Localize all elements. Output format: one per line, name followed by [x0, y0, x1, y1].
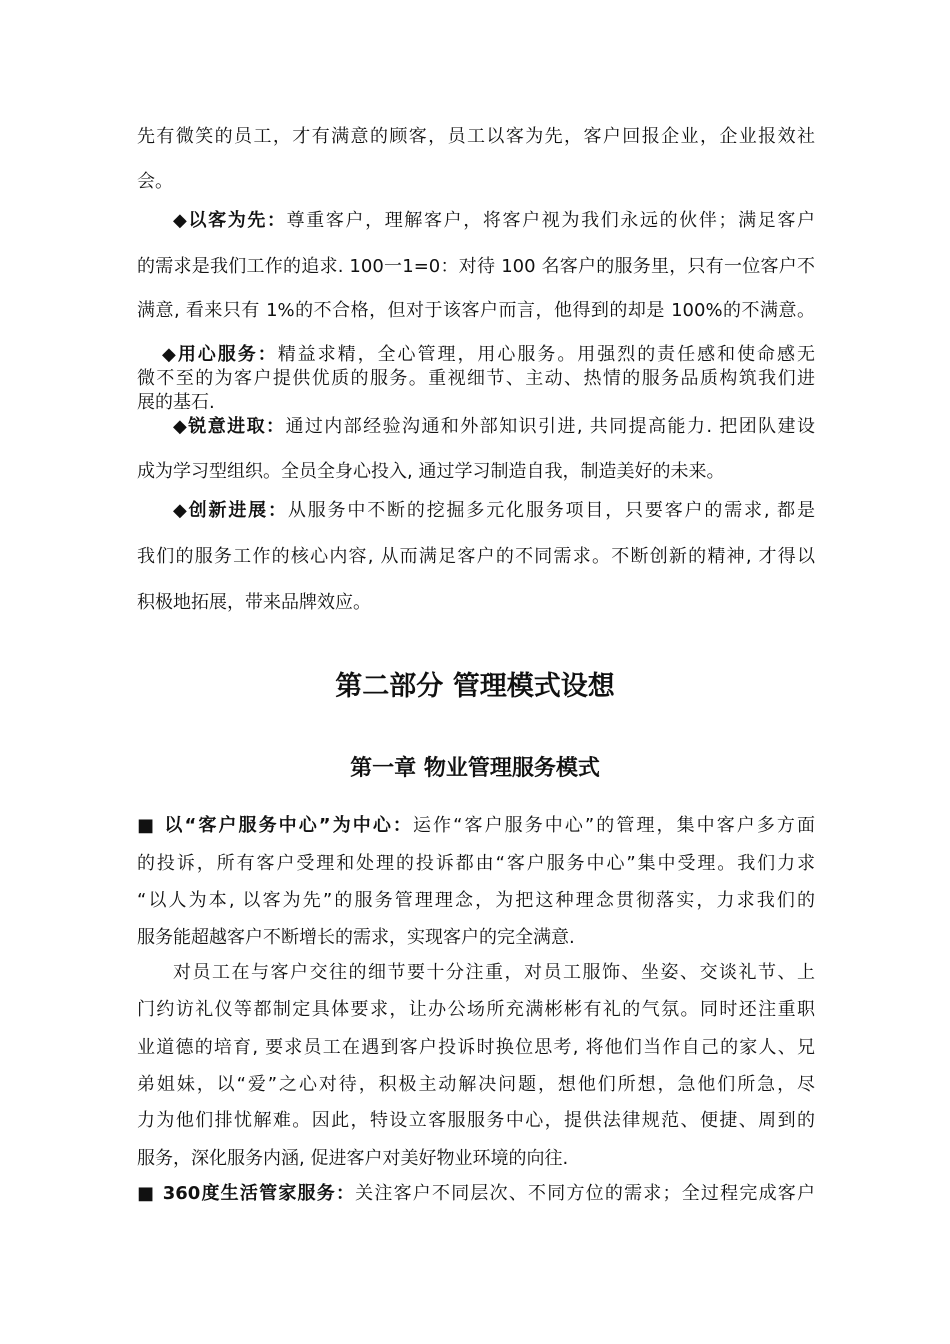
paragraph-line: 门约访礼仪等都制定具体要求，让办公场所充满彬彬有礼的气氛。同时还注重职: [137, 999, 815, 1020]
paragraph-line: 力为他们排忧解难。因此，特设立客服服务中心，提供法律规范、便捷、周到的: [137, 1110, 815, 1131]
paragraph-line: 业道德的培育, 要求员工在遇到客户投诉时换位思考, 将他们当作自己的家人、兄: [137, 1037, 815, 1058]
bullet-heading: ■ 360度生活管家服务：: [137, 1183, 356, 1204]
paragraph-line: 弟姐妹，以“爱”之心对待，积极主动解决问题，想他们所想，急他们所急，尽: [137, 1074, 815, 1095]
paragraph-line: ◆以客为先：尊重客户，理解客户，将客户视为我们永远的伙伴；满足客户: [173, 210, 815, 231]
paragraph-line: 先有微笑的员工，才有满意的顾客，员工以客为先，客户回报企业，企业报效社: [137, 126, 815, 147]
paragraph-line: 满意, 看来只有 1%的不合格，但对于该客户而言，他得到的却是 100%的不满意。: [137, 300, 815, 321]
paragraph-line: 展的基石.: [137, 392, 215, 413]
paragraph-line: 服务，深化服务内涵, 促进客户对美好物业环境的向往.: [137, 1148, 569, 1169]
chapter-title: 第一章 物业管理服务模式: [350, 756, 600, 781]
paragraph-line: 对员工在与客户交往的细节要十分注重，对员工服饰、坐姿、交谈礼节、上: [173, 962, 815, 983]
paragraph-line: ■ 以“客户服务中心”为中心：运作“客户服务中心”的管理，集中客户多方面: [137, 815, 815, 836]
paragraph-line: 我们的服务工作的核心内容, 从而满足客户的不同需求。不断创新的精神, 才得以: [137, 546, 815, 567]
paragraph-line: 会。: [137, 171, 173, 192]
paragraph-line: ◆用心服务：精益求精，全心管理，用心服务。用强烈的责任感和使命感无: [162, 344, 815, 365]
bullet-heading: ■ 以“客户服务中心”为中心：: [137, 815, 413, 836]
bullet-heading: ◆锐意进取：: [173, 416, 286, 437]
paragraph-line: ■ 360度生活管家服务：关注客户不同层次、不同方位的需求；全过程完成客户: [137, 1183, 815, 1204]
paragraph-line: 微不至的为客户提供优质的服务。重视细节、主动、热情的服务品质构筑我们进: [137, 368, 815, 389]
paragraph-line: 成为学习型组织。全员全身心投入, 通过学习制造自我，制造美好的未来。: [137, 461, 725, 482]
bullet-heading: ◆用心服务：: [162, 344, 278, 365]
bullet-heading: ◆创新进展：: [173, 500, 288, 521]
paragraph-line: 的需求是我们工作的追求. 100一1=0：对待 100 名客户的服务里，只有一位客户不: [137, 256, 815, 277]
bullet-heading: ◆以客为先：: [173, 210, 287, 231]
paragraph-line: “以人为本, 以客为先”的服务管理理念，为把这种理念贯彻落实，力求我们的: [137, 890, 815, 911]
paragraph-line: 积极地拓展，带来品牌效应。: [137, 592, 371, 613]
paragraph-line: ◆创新进展：从服务中不断的挖掘多元化服务项目，只要客户的需求, 都是: [173, 500, 815, 521]
paragraph-line: 服务能超越客户不断增长的需求，实现客户的完全满意.: [137, 927, 575, 948]
part-title: 第二部分 管理模式设想: [335, 671, 615, 702]
paragraph-line: ◆锐意进取：通过内部经验沟通和外部知识引进, 共同提高能力. 把团队建设: [173, 416, 815, 437]
paragraph-line: 的投诉，所有客户受理和处理的投诉都由“客户服务中心”集中受理。我们力求: [137, 853, 815, 874]
